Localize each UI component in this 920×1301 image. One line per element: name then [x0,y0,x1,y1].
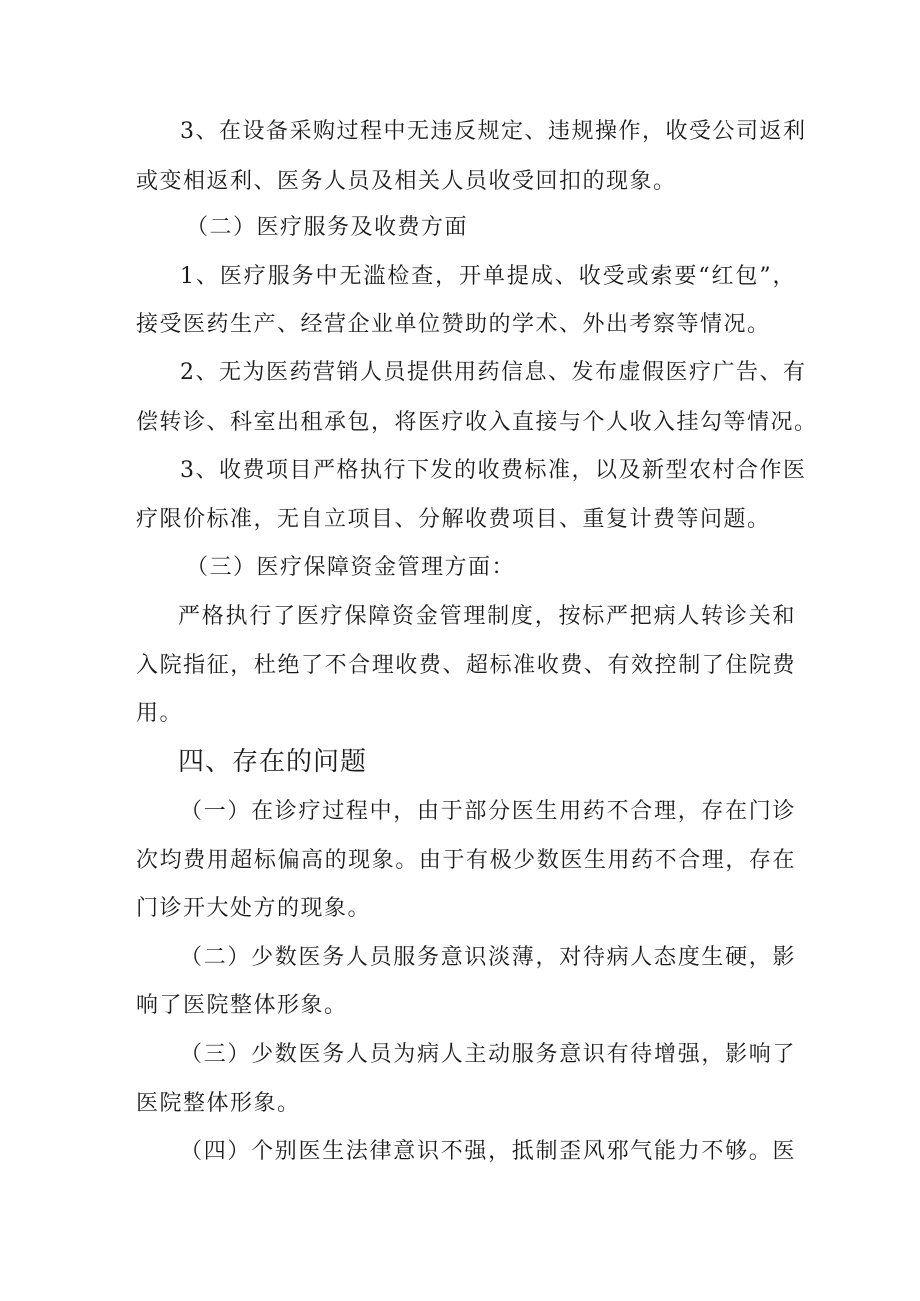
paragraph-line: 门诊开大处方的现象。 [136,896,372,921]
section-heading: 四、存在的问题 [178,747,368,777]
paragraph-line: 疗限价标准，无自立项目、分解收费项目、重复计费等问题。 [136,507,771,532]
paragraph-line: 3、收费项目严格执行下发的收费标准，以及新型农村合作医 [180,458,807,483]
paragraph-line: 响了医院整体形象。 [136,993,348,1018]
paragraph-line: 次均费用超标偏高的现象。由于有极少数医生用药不合理，存在 [136,848,796,873]
section-subheading: （二）医疗服务及收费方面 [186,215,469,240]
paragraph-line: 1、医疗服务中无滥检查，开单提成、收受或索要“红包”， [180,264,796,289]
section-subheading: （三）医疗保障资金管理方面： [186,555,516,580]
paragraph-line: 偿转诊、科室出租承包，将医疗收入直接与个人收入挂勾等情况。 [136,410,818,435]
paragraph-line: 3、在设备采购过程中无违反规定、违规操作，收受公司返利 [180,119,807,144]
paragraph-line: 接受医药生产、经营企业单位赞助的学术、外出考察等情况。 [136,312,771,337]
paragraph-line: （三）少数医务人员为病人主动服务意识有待增强，影响了 [180,1042,796,1067]
paragraph-line: （一）在诊疗过程中，由于部分医生用药不合理，存在门诊 [180,799,796,824]
paragraph-line: （二）少数医务人员服务意识淡薄，对待病人态度生硬，影 [180,945,796,970]
paragraph-line: 2、无为医药营销人员提供用药信息、发布虚假医疗广告、有 [180,360,807,385]
paragraph-line: （四）个别医生法律意识不强，抵制歪风邪气能力不够。医 [180,1139,796,1164]
paragraph-line: 入院指征，杜绝了不合理收费、超标准收费、有效控制了住院费 [136,653,796,678]
paragraph-line: 医院整体形象。 [136,1091,301,1116]
paragraph-line: 严格执行了医疗保障资金管理制度，按标严把病人转诊关和 [178,604,796,629]
paragraph-line: 或变相返利、医务人员及相关人员收受回扣的现象。 [136,169,677,194]
paragraph-line: 用。 [136,701,184,726]
